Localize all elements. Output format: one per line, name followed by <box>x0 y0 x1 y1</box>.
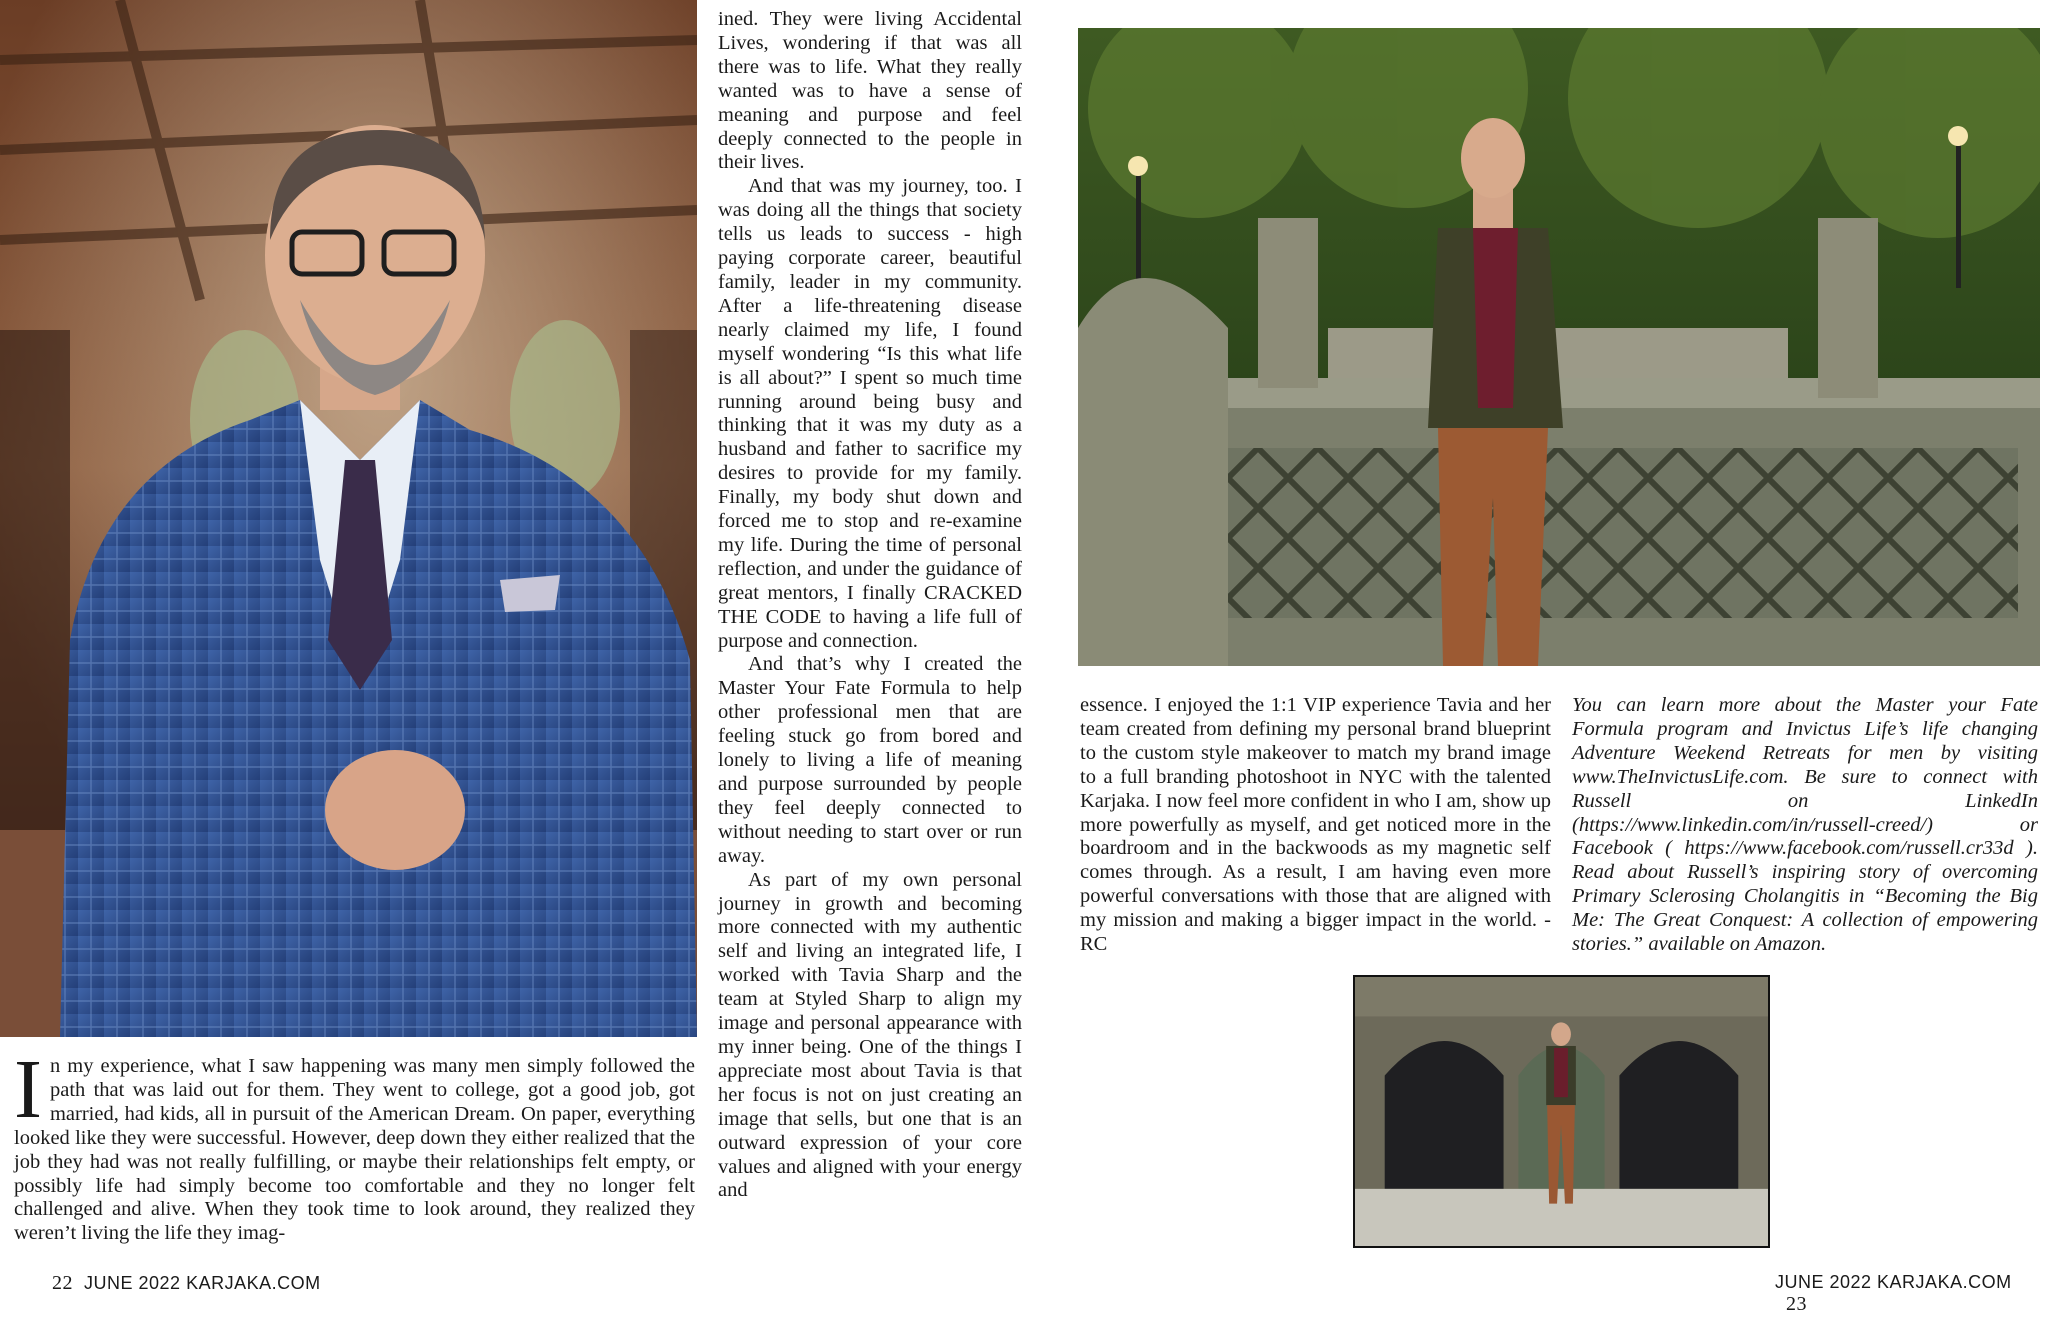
column2-paragraph-1: ined. They were living Accidental Lives, wondering if that was all there was to life. What they really wanted was to have a sense of meaning and purpose and feel deeply connected to the people in their lives. <box>718 8 1022 174</box>
left-page-number: 22 <box>52 1272 73 1294</box>
archway-photo-icon <box>1355 977 1768 1246</box>
column3-paragraph: essence. I enjoyed the 1:1 VIP experience Tavia and her team created from defining my personal brand blueprint to the custom style makeover to match my brand image to a full branding photoshoot in NYC with the talented Karjaka. I now feel more confident in who I am, show up more powerfully as myself, and get noticed more in the boardroom and in the backwoods as my magnetic self comes through. As a result, I am having even more powerful conversations with those that are aligned with my mission and making a bigger impact in the world. -RC <box>1080 694 1551 956</box>
drop-cap: I <box>14 1043 42 1136</box>
archway-photo <box>1353 975 1770 1248</box>
column2-paragraph-4: As part of my own personal journey in growth and becoming more connected with my authentic self and living an integrated life, I worked with Tavia Sharp and the team at Styled Sharp to align my image and personal appearance with my inner being. One of the things I appreciate most about Tavia is that her focus is not on just creating an image that sells, but one that is an outward expression of your core values and aligned with your energy and <box>718 868 1022 1202</box>
portrait-photo <box>0 0 697 1037</box>
article-column-2 <box>718 8 1022 1203</box>
author-bio-paragraph: You can learn more about the Master your Fate Formula program and Invictus Life’s life changing Adventure Weekend Retreats for men by visiting www.TheInvictusLife.com. Be sure to connect with Russell on LinkedIn (https://www.linkedin.com/in/russell-creed/) or Facebook ( https://www.facebook.com/russell.cr33d ). Read about Russell’s inspiring story of overcoming Primary Sclerosing Cholangitis in “Becoming the Big Me: The Great Conquest: A collection of empowering stories.” available on Amazon. <box>1572 694 2038 956</box>
intro-paragraph <box>14 1043 695 1246</box>
right-footer-text: JUNE 2022 KARJAKA.COM <box>1775 1272 2012 1292</box>
column2-paragraph-3: And that’s why I created the Master Your Fate Formula to help other professional men that are feeling stuck go from bored and lonely to living a life of meaning and purpose surrounded by people they feel deeply connected to without needing to start over or run away. <box>718 653 1022 867</box>
right-page-number: 23 <box>1786 1293 1808 1315</box>
intro-text: n my experience, what I saw happening was many men simply followed the path that was laid out for them. They went to college, got a good job, got married, had kids, all in pursuit of the American Dream. On paper, everything looked like they were successful. However, deep down they either realized that the job they had was not really fulfilling, or maybe their relationships felt empty, or possibly life had simply become too comfortable and they no longer felt challenged and alive. When they took time to look around, they realized they weren’t living the life they imag- <box>14 1055 695 1245</box>
article-column-3 <box>1080 694 1551 957</box>
park-bridge-photo <box>1078 28 2040 666</box>
left-footer-text: JUNE 2022 KARJAKA.COM <box>84 1273 321 1293</box>
right-page-footer <box>1775 1272 2048 1316</box>
article-column-4 <box>1572 694 2038 957</box>
intro-text-block <box>14 1043 695 1246</box>
column2-paragraph-2: And that was my journey, too. I was doing all the things that society tells us leads to success - high paying corporate career, beautiful family, leader in my community. After a life-threatening disease nearly claimed my life, I found myself wondering “Is this what life is all about?” I spent so much time running around being busy and thinking that it was my duty as a husband and father to sacrifice my desires to provide for my family. Finally, my body shut down and forced me to stop and re-examine my life. During the time of personal reflection, and under the guidance of great mentors, I finally CRACKED THE CODE to having a life full of purpose and connection. <box>718 175 1022 652</box>
portrait-photo-suit-icon <box>0 0 697 1037</box>
left-page-footer <box>52 1272 321 1295</box>
park-bridge-photo-icon <box>1078 28 2040 666</box>
